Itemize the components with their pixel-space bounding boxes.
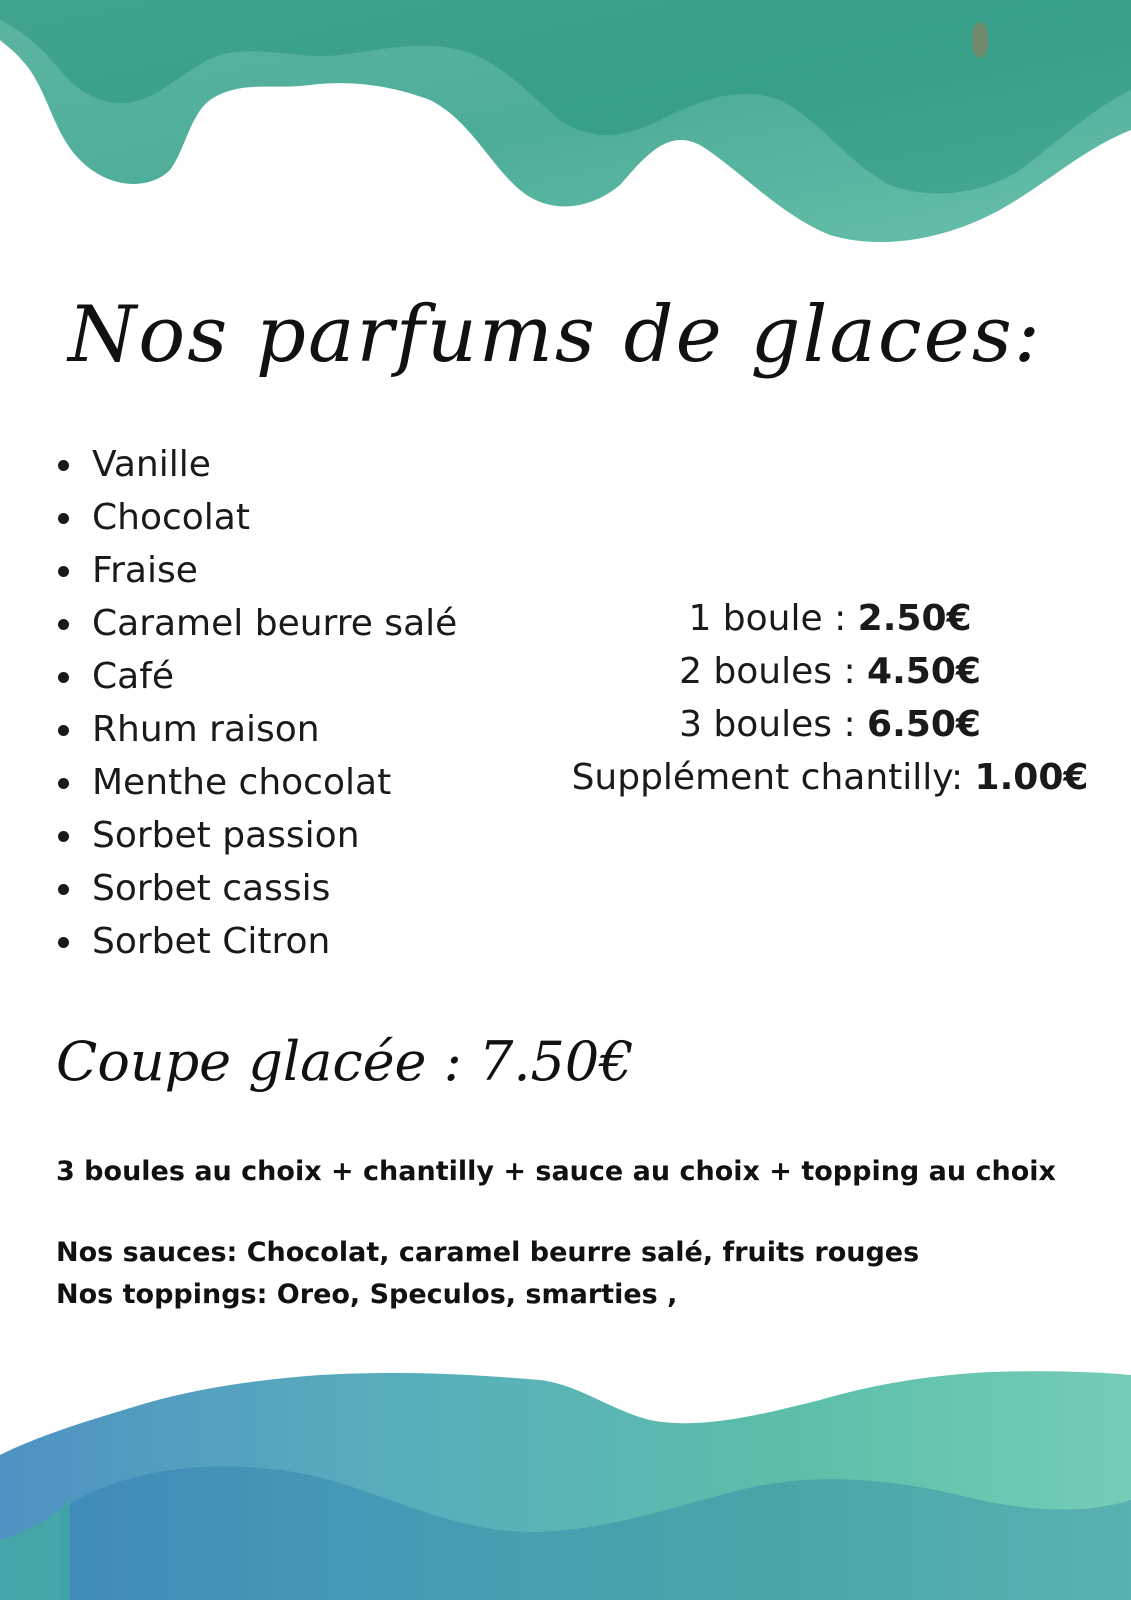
price-value: 1.00€ <box>974 757 1089 798</box>
sauces-text: Nos sauces: Chocolat, caramel beurre salé, fruits rouges <box>56 1237 920 1268</box>
toppings-text: Nos toppings: Oreo, Speculos, smarties , <box>56 1279 678 1310</box>
price-label: 3 boules : <box>679 704 868 745</box>
price-row <box>560 698 1100 751</box>
list-item: Caramel beurre salé <box>56 597 457 650</box>
list-item: Menthe chocolat <box>56 756 457 809</box>
coupe-composition: 3 boules au choix + chantilly + sauce au choix + topping au choix <box>56 1156 1056 1187</box>
price-row <box>560 592 1100 645</box>
price-label: 2 boules : <box>679 651 868 692</box>
price-row <box>560 751 1100 804</box>
list-item: Sorbet cassis <box>56 862 457 915</box>
list-item: Rhum raison <box>56 703 457 756</box>
flavor-list <box>56 438 457 968</box>
list-item: Sorbet Citron <box>56 915 457 968</box>
list-item: Chocolat <box>56 491 457 544</box>
price-value: 4.50€ <box>867 651 981 692</box>
list-item: Fraise <box>56 544 457 597</box>
list-item: Sorbet passion <box>56 809 457 862</box>
price-label: Supplément chantilly: <box>571 757 975 798</box>
price-row <box>560 645 1100 698</box>
price-value: 6.50€ <box>867 704 981 745</box>
watercolor-top-decoration <box>0 0 1131 260</box>
price-label: 1 boule : <box>688 598 858 639</box>
price-value: 2.50€ <box>857 598 972 639</box>
watercolor-bottom-decoration <box>0 1360 1131 1600</box>
list-item: Vanille <box>56 438 457 491</box>
list-item: Café <box>56 650 457 703</box>
price-list <box>560 592 1100 804</box>
coupe-title: Coupe glacée : 7.50€ <box>56 1030 634 1093</box>
page-title: Nos parfums de glaces: <box>68 290 1043 380</box>
